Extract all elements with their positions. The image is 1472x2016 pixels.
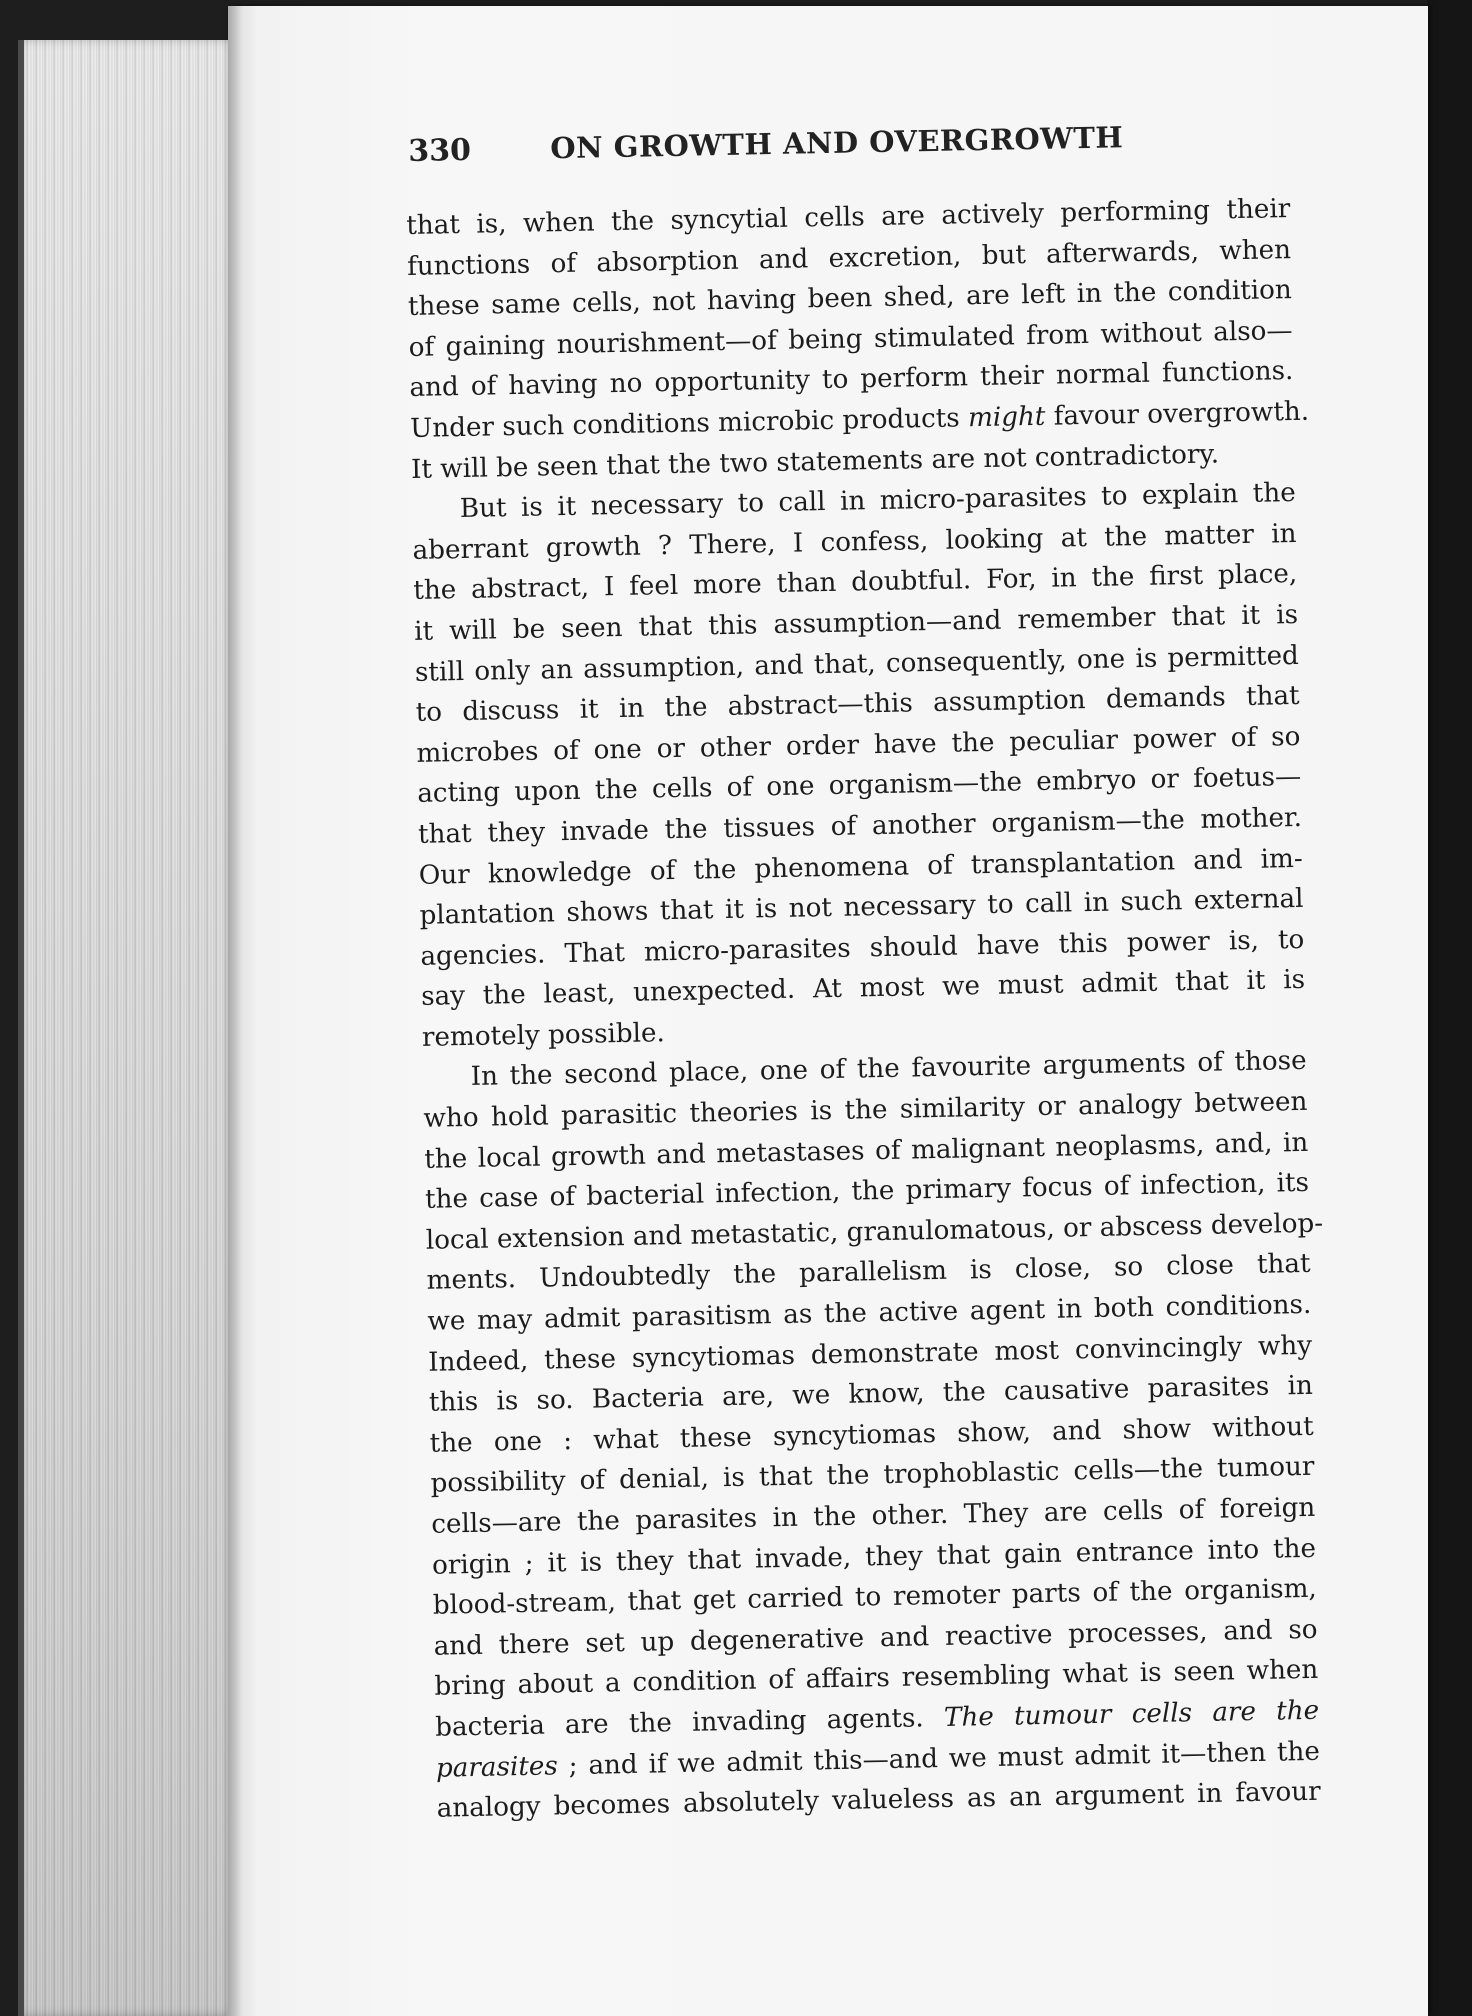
text-line-content: In the second place, one of the favourite arguments of those <box>470 1046 1307 1093</box>
page-header <box>408 116 1329 184</box>
text-line-content: this is so. Bacteria are, we know, the causative parasites in <box>428 1371 1314 1418</box>
text-line-content: acting upon the cells of one organism—the embryo or foetus— <box>417 762 1302 810</box>
text-line-content: But is it necessary to call in micro-parasites to explain the <box>459 478 1296 525</box>
text-line-content: who hold parasitic theories is the similarity or analogy between <box>423 1086 1308 1134</box>
text-line-content: agencies. That micro-parasites should have this power is, to <box>420 924 1305 972</box>
text-line-content: Our knowledge of the phenomena of transplantation and im- <box>418 843 1303 891</box>
text-line-content: cells—are the parasites in the other. They are cells of foreign <box>431 1492 1316 1540</box>
text-line-content: aberrant growth ? There, I confess, looking at the matter in <box>412 518 1297 566</box>
text-line-pre: Under such conditions microbic products <box>409 403 969 444</box>
text-line-content: remotely possible. <box>421 1018 666 1053</box>
italic-emphasis: The tumour cells are the <box>943 1695 1320 1733</box>
running-head: ON GROWTH AND OVERGROWTH <box>549 120 1124 166</box>
text-line-content: It will be seen that the two statements are not contradictory. <box>410 439 1220 485</box>
text-line-content: the local growth and metastases of malignant neoplasms, and, in <box>424 1127 1309 1175</box>
text-line-content: microbes of one or other order have the peculiar power of so <box>416 721 1301 769</box>
italic-emphasis: parasites <box>435 1750 559 1784</box>
text-line-content: local extension and metastatic, granulomatous, or abscess develop- <box>425 1208 1324 1256</box>
page-number: 330 <box>408 132 472 169</box>
text-line-content: the one : what these syncytiomas show, and show without <box>429 1411 1314 1459</box>
text-line-post: favour overgrowth. <box>1045 396 1310 432</box>
text-line-content: possibility of denial, is that the trophoblastic cells—the tumour <box>430 1452 1315 1500</box>
text-line-content: still only an assumption, and that, consequently, one is permitted <box>414 640 1300 688</box>
text-line-content: plantation shows that it is not necessary to call in such external <box>419 883 1304 931</box>
text-line-content: blood-stream, that get carried to remoter parts of the organism, <box>432 1573 1318 1621</box>
text-line-content: and there set up degenerative and reactive processes, and so <box>433 1614 1318 1662</box>
text-line-content: that they invade the tissues of another organism—the mother. <box>417 802 1303 850</box>
text-line-content: origin ; it is they that invade, they that gain entrance into the <box>431 1533 1317 1581</box>
page-edges <box>18 40 244 2016</box>
text-line-content: analogy becomes absolutely valueless as an argument in favour <box>436 1776 1321 1824</box>
text-line-content: bring about a condition of affairs resembling what is seen when <box>434 1655 1319 1703</box>
text-line-content: and of having no opportunity to perform their normal functions. <box>409 356 1294 404</box>
text-line-pre: bacteria are the invading agents. <box>434 1702 945 1743</box>
text-line-content: Indeed, these syncytiomas demonstrate most convincingly why <box>427 1330 1313 1378</box>
italic-emphasis: might <box>967 401 1046 434</box>
text-line-content: to discuss it in the abstract—this assumption demands that <box>415 681 1300 729</box>
text-line-content: these same cells, not having been shed, are left in the condition <box>407 275 1293 323</box>
text-line-content: functions of absorption and excretion, but afterwards, when <box>406 234 1292 282</box>
text-line-content: it will be seen that this assumption—and remember that it is <box>413 599 1299 647</box>
text-line-content: say the least, unexpected. At most we must admit that it is <box>420 965 1306 1013</box>
text-line-content: that is, when the syncytial cells are actively performing their <box>406 194 1291 241</box>
text-line-post: ; and if we admit this—and we must admit it—then the <box>557 1736 1321 1781</box>
body-text <box>406 189 1324 1829</box>
text-line-content: of gaining nourishment—of being stimulated from without also— <box>408 315 1293 363</box>
text-line-content: we may admit parasitism as the active agent in both conditions. <box>427 1289 1312 1337</box>
scanner-background <box>1427 0 1472 2016</box>
text-line-content: the abstract, I feel more than doubtful. For, in the first place, <box>413 559 1298 607</box>
book-page <box>228 6 1428 2016</box>
text-line-content: ments. Undoubtedly the parallelism is close, so close that <box>426 1249 1311 1297</box>
text-line-content: the case of bacterial infection, the primary focus of infection, its <box>424 1168 1310 1216</box>
